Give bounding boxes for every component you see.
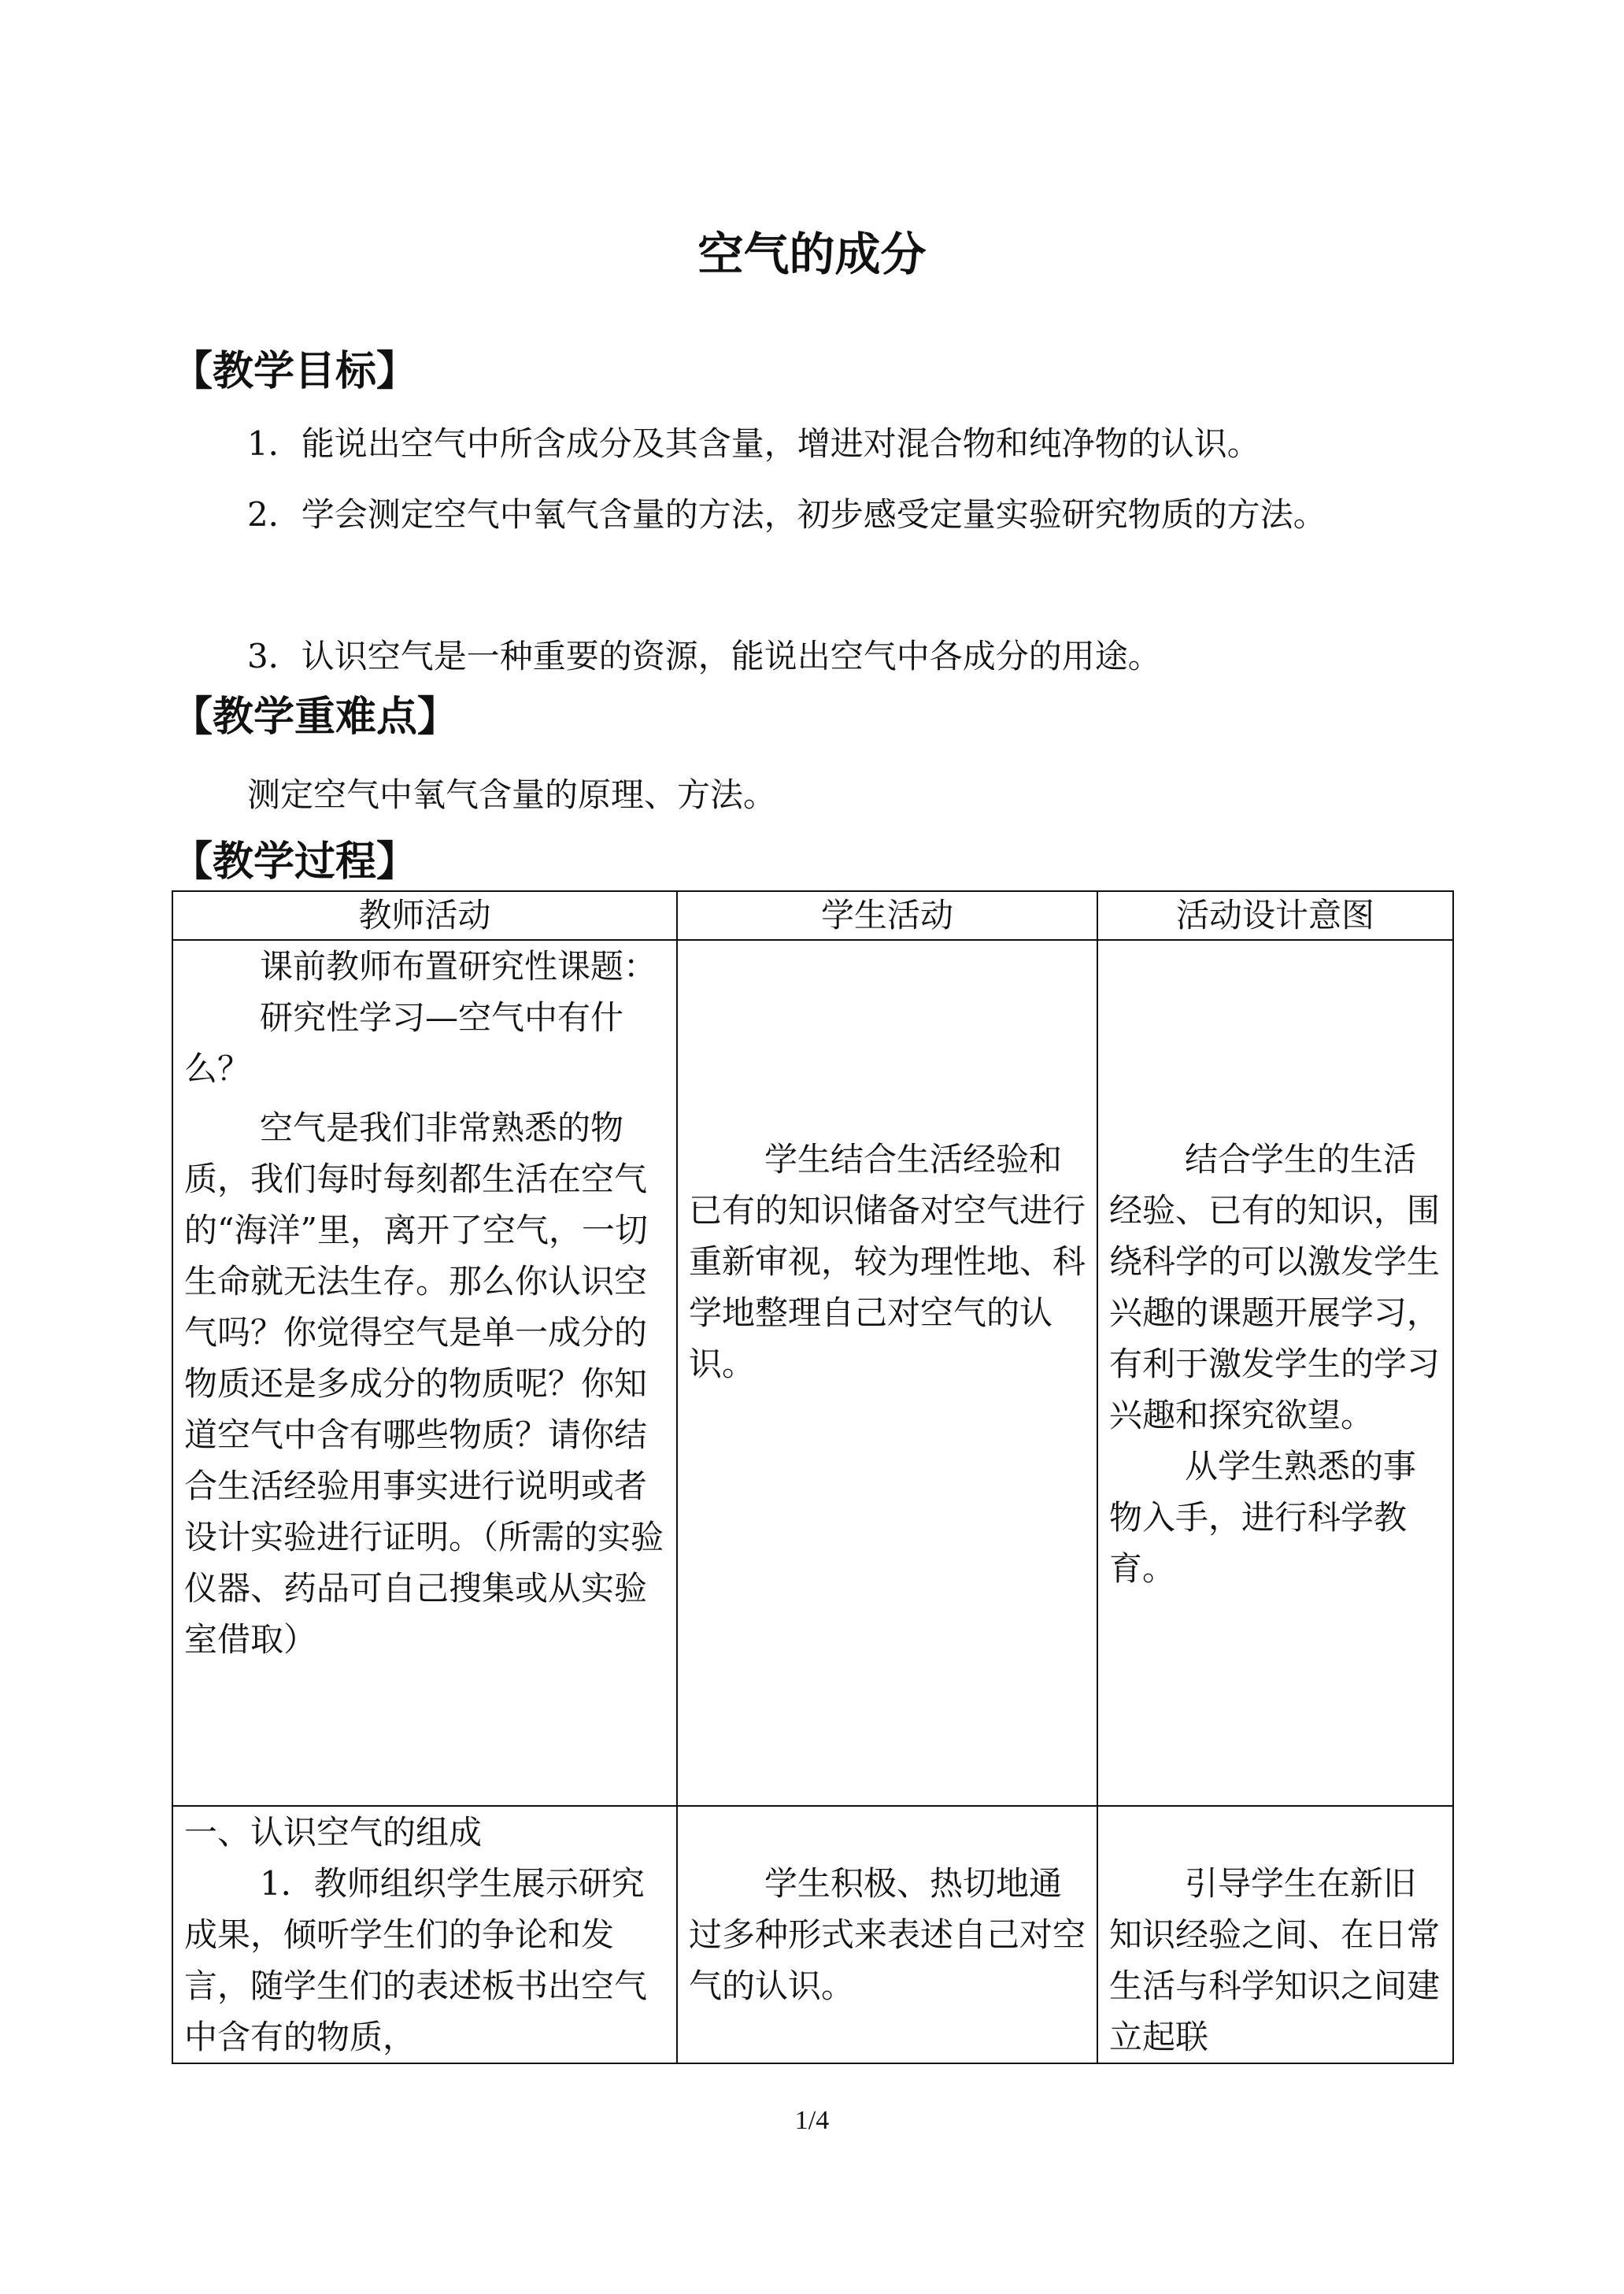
column-header-student: 学生活动 (677, 891, 1097, 940)
teacher-activity-cell (172, 940, 677, 1806)
intent-cell (1097, 1806, 1453, 2063)
teacher-paragraph: 空气是我们非常熟悉的物质，我们每时每刻都生活在空气的“海洋”里，离开了空气，一切生命就无法生存。那么你认识空气吗？你觉得空气是单一成分的物质还是多成分的物质呢？你知道空气中含有哪些物质？请你结合生活经验用事实进行说明或者设计实验进行证明。（所需的实验仪器、药品可自己搜集或从实验室借取） (184, 1108, 664, 1659)
teacher-paragraph: 课前教师布置研究性课题： (260, 947, 657, 986)
process-heading: 【教学过程】 (172, 838, 418, 886)
student-activity-cell (677, 1806, 1097, 2063)
table-header-row (172, 891, 1453, 940)
intent-cell (1097, 940, 1453, 1806)
page-title: 空气的成分 (697, 228, 927, 281)
table-row (172, 1806, 1453, 2063)
teacher-section-heading: 一、认识空气的组成 (184, 1813, 483, 1852)
student-paragraph: 学生结合生活经验和已有的知识储备对空气进行重新审视，较为理性地、科学地整理自己对空气的认识。 (689, 1140, 1086, 1383)
objective-item: 1．能说出空气中所含成分及其含量，增进对混合物和纯净物的认识。 (247, 424, 1260, 463)
difficulty-text: 测定空气中氧气含量的原理、方法。 (247, 775, 777, 814)
column-header-intent: 活动设计意图 (1097, 891, 1453, 940)
teacher-activity-cell (172, 1806, 677, 2063)
student-activity-cell (677, 940, 1097, 1806)
table-row (172, 940, 1453, 1806)
objectives-heading: 【教学目标】 (172, 348, 418, 395)
intent-paragraph: 从学生熟悉的事物入手，进行科学教育。 (1109, 1447, 1417, 1588)
teacher-paragraph: 1．教师组织学生展示研究成果，倾听学生们的争论和发言，随学生们的表述板书出空气中含有的物质， (184, 1864, 648, 2056)
difficulty-heading: 【教学重难点】 (172, 694, 459, 741)
objective-item: 2．学会测定空气中氧气含量的方法，初步感受定量实验研究物质的方法。 (247, 495, 1326, 534)
objective-item: 3．认识空气是一种重要的资源，能说出空气中各成分的用途。 (247, 637, 1161, 675)
student-paragraph: 学生积极、热切地通过多种形式来表述自己对空气的认识。 (689, 1864, 1086, 2005)
intent-paragraph: 引导学生在新旧知识经验之间、在日常生活与科学知识之间建立起联 (1109, 1864, 1441, 2056)
teacher-paragraph: 研究性学习—空气中有什么？ (184, 998, 624, 1088)
page-number: 1/4 (794, 2106, 830, 2135)
column-header-teacher: 教师活动 (172, 891, 677, 940)
intent-paragraph: 结合学生的生活经验、已有的知识，围绕科学的可以激发学生兴趣的课题开展学习，有利于激发学生的学习兴趣和探究欲望。 (1109, 1140, 1441, 1434)
lesson-table (172, 890, 1454, 2064)
